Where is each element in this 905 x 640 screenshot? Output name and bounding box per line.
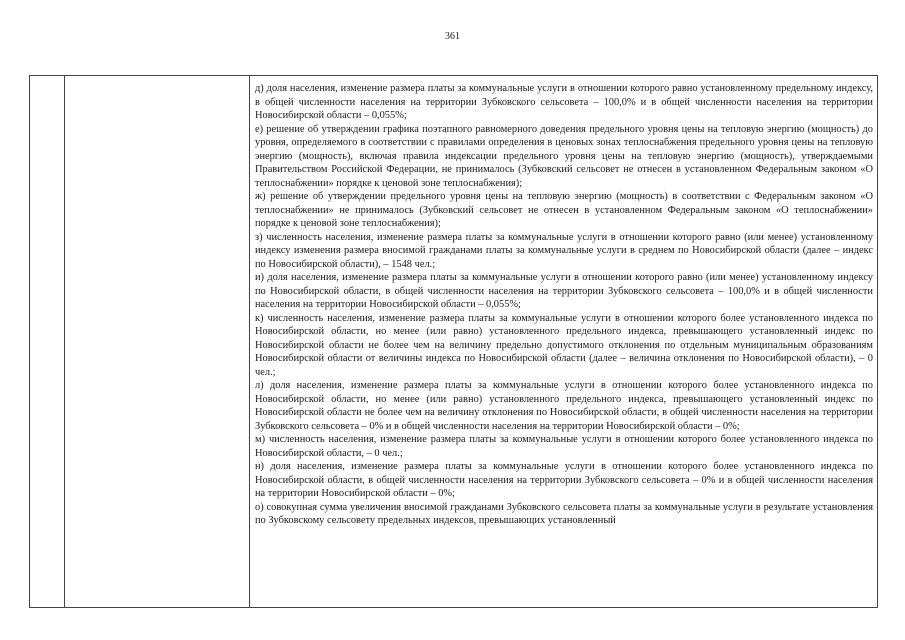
document-table [29, 75, 878, 608]
table-text-cell [255, 82, 873, 607]
page-number: 361 [445, 31, 460, 42]
table-column-divider [64, 76, 65, 607]
paragraph-o: о) совокупная сумма увеличения вносимой гражданами Зубковского сельсовета платы за коммунальные услуги в результате установления по Зубковскому сельсовету предельных индексов, превышающих установленный [255, 501, 873, 526]
paragraph-n: н) доля населения, изменение размера платы за коммунальные услуги в отношении которого более установленного индекса по Новосибирской области, в общей численности населения на территории Зубковского сельсовета – 0% и в общей численности населения на территории Новосибирской области – 0%; [255, 461, 873, 499]
paragraph-m: м) численность населения, изменение размера платы за коммунальные услуги в отношении которого более установленного индекса по Новосибирской области, – 0 чел.; [255, 434, 873, 459]
paragraph-k: к) численность населения, изменение размера платы за коммунальные услуги в отношении которого более установленного индекса по Новосибирской области, но менее (или равно) установленного предельного индекса, превышающего установленный индекс по Новосибирской области не более чем на величину предельно допустимого отклонения по отдельным муниципальным образованиям Новосибирской области от величины индекса по Новосибирской области (далее – величина отклонения по Новосибирской области), – 0 чел.; [255, 312, 873, 378]
paragraph-zh: ж) решение об утверждении предельного уровня цены на тепловую энергию (мощность) в соответствии с Федеральным законом «О теплоснабжении» не принималось (Зубковский сельсовет не отнесен в установленном Федеральным законом «О теплоснабжении» порядке к ценовой зоне теплоснабжения); [255, 191, 873, 229]
table-column-divider [249, 76, 250, 607]
paragraph-d: д) доля населения, изменение размера платы за коммунальные услуги в отношении которого равно установленному предельному индексу, в общей численности населения на территории Зубковского сельсовета – 100,0% и в общей численности населения на территории Новосибирской области – 0,055%; [255, 83, 873, 121]
paragraph-l: л) доля населения, изменение размера платы за коммунальные услуги в отношении которого более установленного индекса по Новосибирской области, но менее (или равно) установленного предельного индекса, превышающего установленный индекс по Новосибирской области не более чем на величину отклонения по Новосибирской области, в общей численности населения на территории Зубковского сельсовета – 0% и в общей численности населения на территории Новосибирской области – 0%; [255, 380, 873, 432]
paragraph-z: з) численность населения, изменение размера платы за коммунальные услуги в отношении которого равно (или менее) установленному индексу изменения размера вносимой гражданами платы за коммунальные услуги в среднем по Новосибирской области (далее – индекс по Новосибирской области), – 1548 чел.; [255, 231, 873, 270]
paragraph-i: и) доля населения, изменение размера платы за коммунальные услуги в отношении которого равно (или менее) установленному индексу по Новосибирской области, в общей численности населения на территории Зубковского сельсовета – 100,0% и в общей численности населения на территории Новосибирской области – 0,055%; [255, 272, 873, 310]
paragraph-e: е) решение об утверждении графика поэтапного равномерного доведения предельного уровня цены на тепловую энергию (мощность) до уровня, определяемого в соответствии с правилами определения в ценовых зонах теплоснабжения предельного уровня цены на тепловую энергию (мощность), включая правила индексации предельного уровня цены на тепловую энергию (мощность), утверждаемыми Правительством Российской Федерации, не принималось (Зубковский сельсовет не отнесен в установленном Федеральным законом «О теплоснабжении» порядке к ценовой зоне теплоснабжения); [255, 123, 873, 189]
